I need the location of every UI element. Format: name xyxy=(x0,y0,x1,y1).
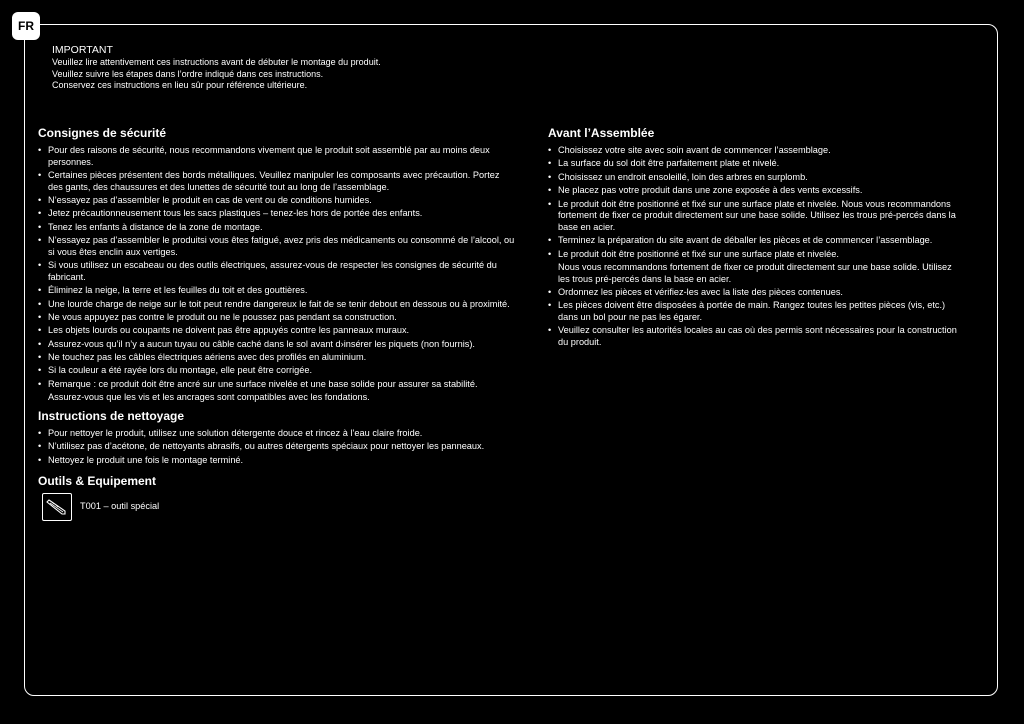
before-assembly-list xyxy=(548,145,958,348)
important-notice xyxy=(52,44,381,92)
list-item: • Les objets lourds ou coupants ne doivent pas être appuyés contre les panneaux muraux. xyxy=(38,325,516,337)
list-item: • Éliminez la neige, la terre et les feuilles du toit et des gouttières. xyxy=(38,285,516,297)
important-line: Conservez ces instructions en lieu sûr pour référence ultérieure. xyxy=(52,80,308,90)
safety-title: Consignes de sécurité xyxy=(38,126,167,140)
list-item: • Ordonnez les pièces et vérifiez-les avec la liste des pièces contenues. xyxy=(548,287,958,299)
important-heading: IMPORTANT xyxy=(52,44,113,56)
safety-note: Assurez-vous que les vis et les ancrages sont compatibles avec les fondations. xyxy=(48,392,370,403)
list-item: • Tenez les enfants à distance de la zone de montage. xyxy=(38,222,516,234)
tool-item xyxy=(38,493,516,521)
tool-label: T001 – outil spécial xyxy=(80,501,160,512)
language-badge: FR xyxy=(12,12,40,40)
list-item: • La surface du sol doit être parfaitement plate et nivelé. xyxy=(548,158,958,170)
list-item: • Nettoyez le produit une fois le montage terminé. xyxy=(38,455,516,467)
important-line: Veuillez suivre les étapes dans l’ordre indiqué dans ces instructions. xyxy=(52,68,324,79)
list-item: • Le produit doit être positionné et fixé sur une surface plate et nivelée. xyxy=(548,249,958,261)
list-item: • Une lourde charge de neige sur le toit peut rendre dangereux le fait de se tenir debout en dessous ou à proximité. xyxy=(38,299,516,311)
list-item: • Si vous utilisez un escabeau ou des outils électriques, assurez-vous de respecter les consignes de sécurité du fabricant. xyxy=(38,260,516,283)
list-item: • Certaines pièces présentent des bords métalliques. Veuillez manipuler les composants avec précaution. Portez des gants, des chaussures et des lunettes de sécurité tout au long de l’assemblage. xyxy=(38,170,516,193)
list-item-continuation: Nous vous recommandons fortement de fixer ce produit directement sur une base solide. Utilisez les trous pré-percés dans la base en acier. xyxy=(558,261,952,284)
before-assembly-title: Avant l’Assemblée xyxy=(548,126,655,140)
list-item: • N’essayez pas d’assembler le produitsi vous êtes fatigué, avez pris des médicaments ou consommé de l’alcool, ou si vous êtes enclin aux vertiges. xyxy=(38,235,516,258)
list-item: • Veuillez consulter les autorités locales au cas où des permis sont nécessaires pour la construction du produit. xyxy=(548,325,958,348)
list-item: • N’utilisez pas d’acétone, de nettoyants abrasifs, ou autres détergents spéciaux pour nettoyer les panneaux. xyxy=(38,441,516,453)
list-item: • N’essayez pas d’assembler le produit en cas de vent ou de conditions humides. xyxy=(38,195,516,207)
list-item: • Choisissez un endroit ensoleillé, loin des arbres en surplomb. xyxy=(548,172,958,184)
list-item: • Remarque : ce produit doit être ancré sur une surface nivelée et une base solide pour assurer sa stabilité. xyxy=(38,379,516,391)
list-item: • Ne vous appuyez pas contre le produit ou ne le poussez pas pendant sa construction. xyxy=(38,312,516,324)
list-item: • Assurez-vous qu’il n’y a aucun tuyau ou câble caché dans le sol avant d›insérer les piquets (non fournis). xyxy=(38,339,516,351)
list-item: • Terminez la préparation du site avant de déballer les pièces et de commencer l’assemblage. xyxy=(548,235,958,247)
list-item: • Pour nettoyer le produit, utilisez une solution détergente douce et rincez à l’eau claire froide. xyxy=(38,428,516,440)
left-column xyxy=(38,126,516,521)
list-item: • Les pièces doivent être disposées à portée de main. Rangez toutes les petites pièces (vis, etc.) dans un bol pour ne pas les égarer. xyxy=(548,300,958,323)
special-tool-icon xyxy=(42,493,72,521)
list-item: • Ne touchez pas les câbles électriques aériens avec des profilés en aluminium. xyxy=(38,352,516,364)
list-item: • Si la couleur a été rayée lors du montage, elle peut être corrigée. xyxy=(38,365,516,377)
important-line: Veuillez lire attentivement ces instructions avant de débuter le montage du produit. xyxy=(52,57,381,67)
cleaning-list xyxy=(38,428,516,466)
list-item: • Pour des raisons de sécurité, nous recommandons vivement que le produit soit assemblé par au moins deux personnes. xyxy=(38,145,516,168)
list-item: • Choisissez votre site avec soin avant de commencer l’assemblage. xyxy=(548,145,958,157)
tools-title: Outils & Equipement xyxy=(38,474,157,489)
list-item: • Le produit doit être positionné et fixé sur une surface plate et nivelée. Nous vous recommandons fortement de fixer ce produit directement sur une base solide. Utilisez les trous pré-percés dans la base en acier. xyxy=(548,199,958,234)
cleaning-title: Instructions de nettoyage xyxy=(38,408,185,423)
list-item: • Jetez précautionneusement tous les sacs plastiques – tenez-les hors de portée des enfants. xyxy=(38,208,516,220)
safety-list xyxy=(38,145,516,404)
list-item: • Ne placez pas votre produit dans une zone exposée à des vents excessifs. xyxy=(548,185,958,197)
right-column xyxy=(548,126,958,350)
